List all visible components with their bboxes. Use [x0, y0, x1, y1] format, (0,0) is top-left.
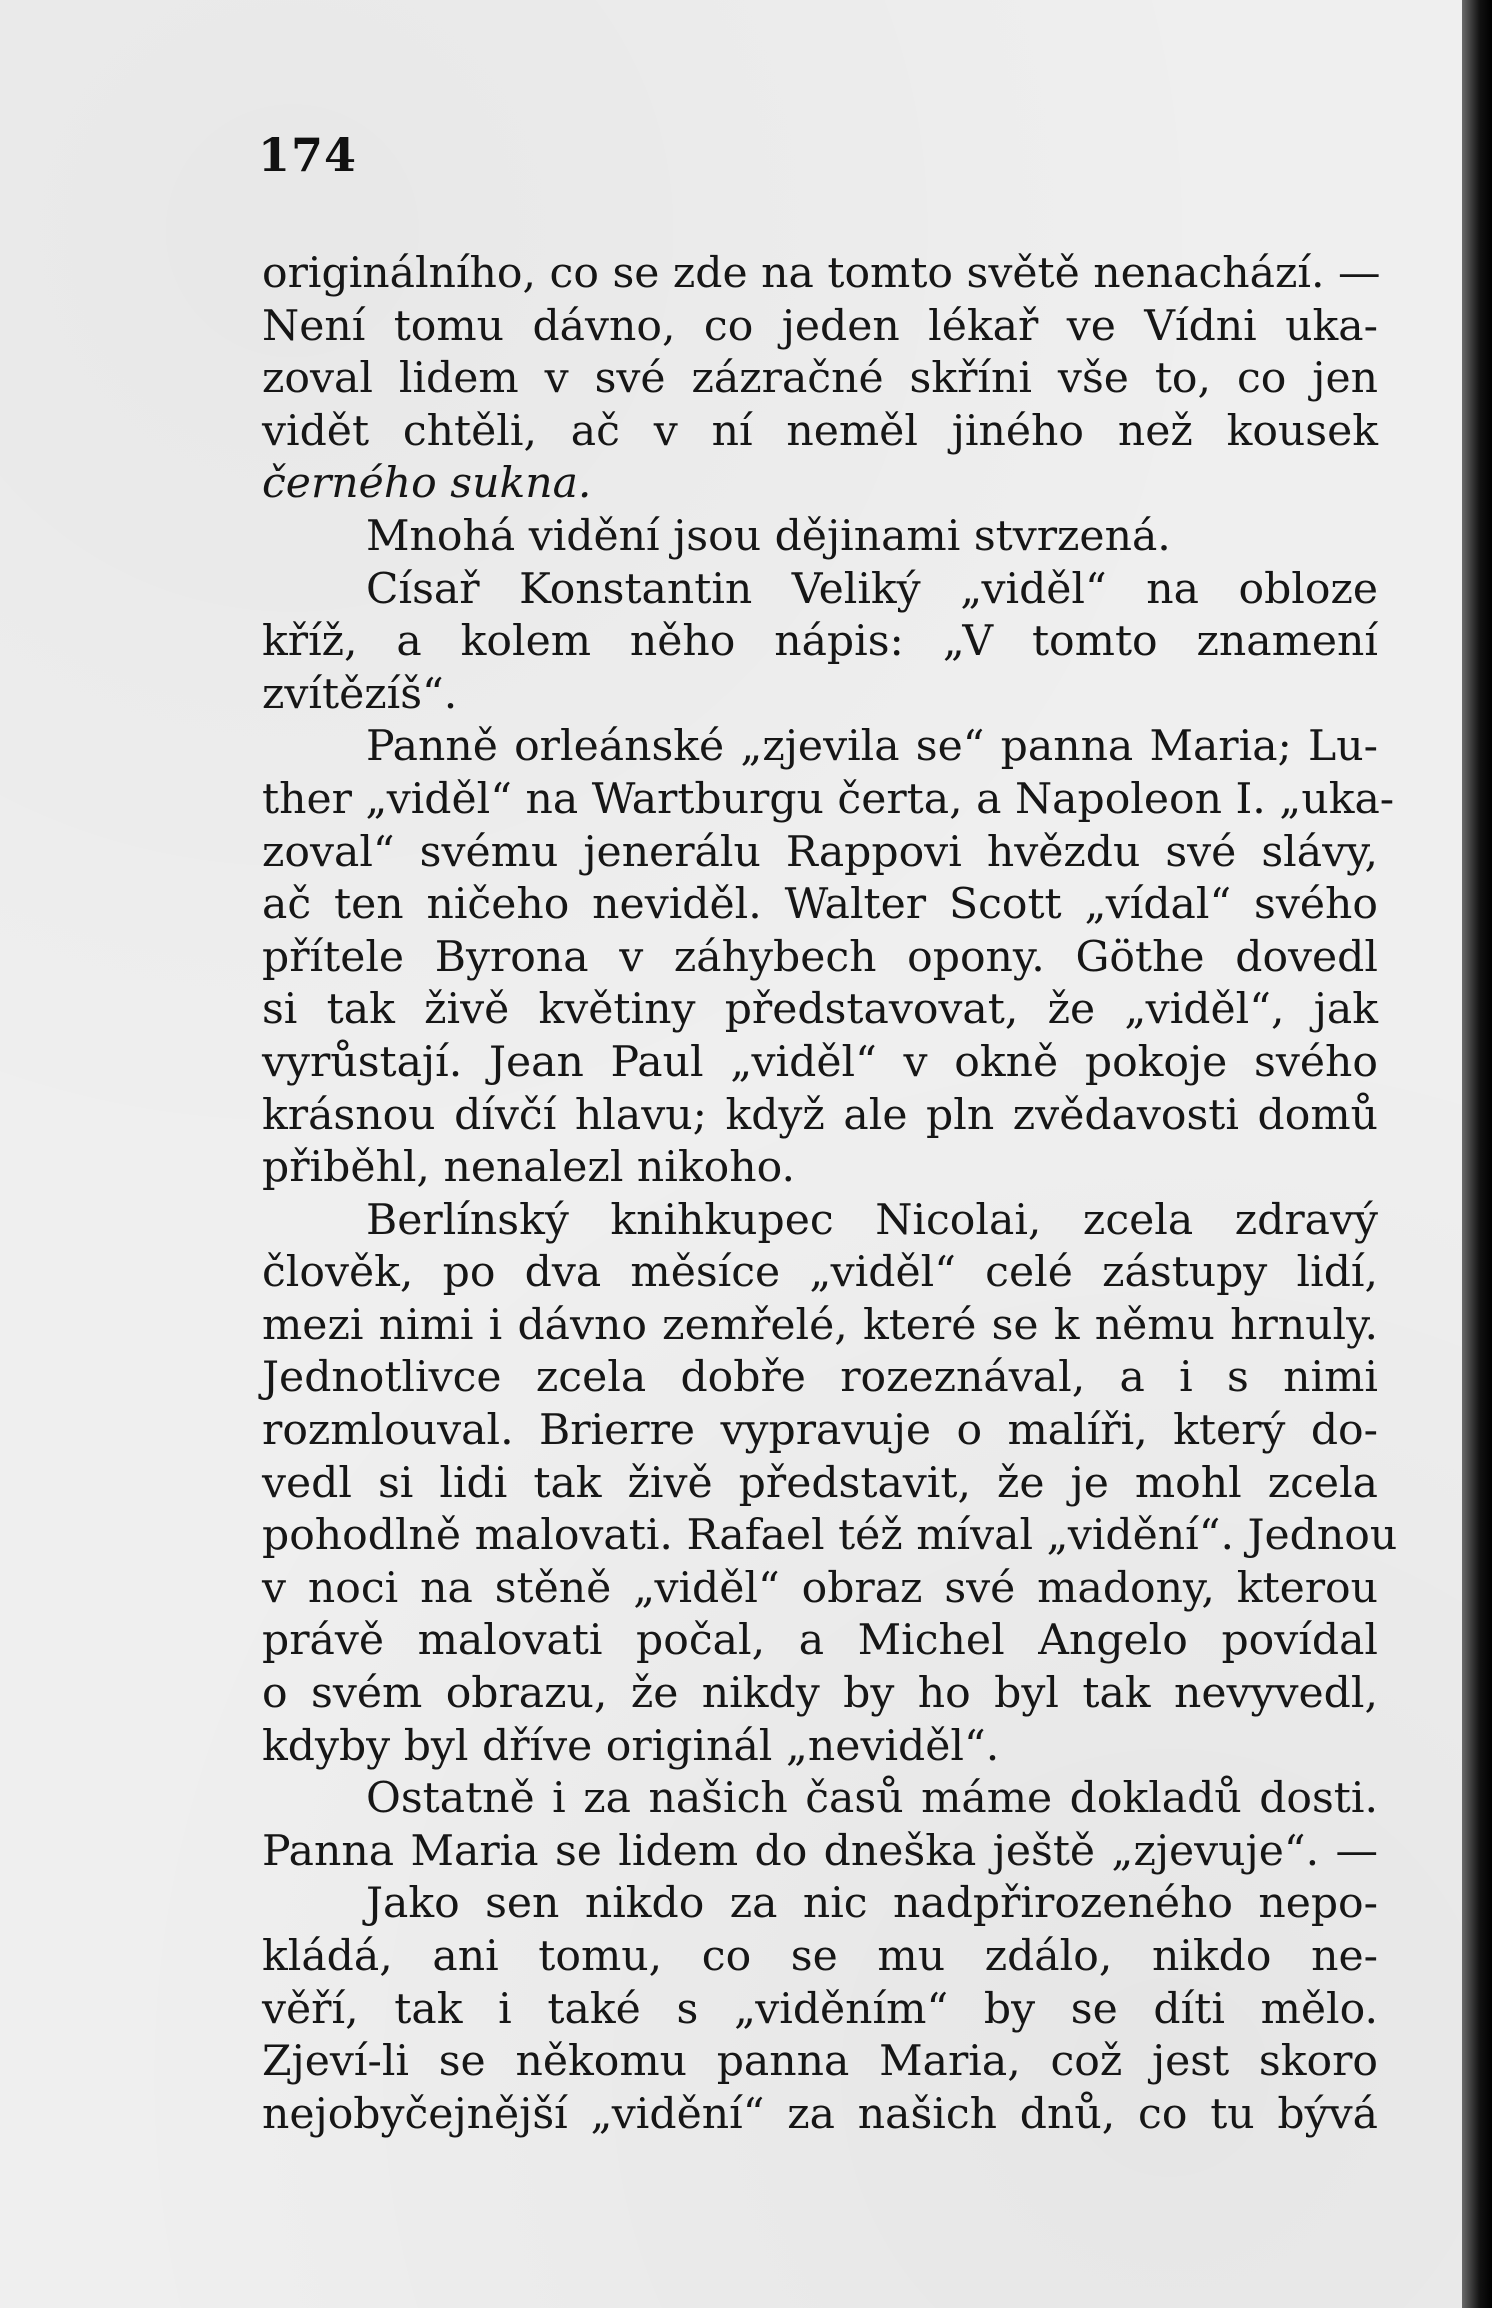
page-edge-shadow	[1462, 0, 1492, 2308]
text-line: zvítězíš“.	[262, 669, 458, 719]
text-line: rozmlouval. Brierre vypravuje o malíři, který do-	[262, 1406, 1378, 1456]
text-line: pohodlně malovati. Rafael též míval „vidění“. Jednou	[262, 1511, 1398, 1561]
text-line: o svém obrazu, že nikdy by ho byl tak nevyvedl,	[262, 1669, 1378, 1719]
text-line: ač ten ničeho neviděl. Walter Scott „vídal“ svého	[262, 880, 1378, 930]
text-line: Panna Maria se lidem do dneška ještě „zjevuje“. —	[262, 1826, 1378, 1876]
text-line: věří, tak i také s „viděním“ by se díti mělo.	[262, 1984, 1378, 2034]
text-line: originálního, co se zde na tomto světě nenachází. —	[262, 249, 1381, 298]
text-line: člověk, po dva měsíce „viděl“ celé zástupy lidí,	[262, 1248, 1378, 1298]
text-line: právě malovati počal, a Michel Angelo povídal	[262, 1616, 1378, 1666]
text-line: vyrůstají. Jean Paul „viděl“ v okně pokoje svého	[262, 1037, 1378, 1087]
text-line: Není tomu dávno, co jeden lékař ve Vídni uka-	[262, 301, 1378, 351]
text-line: zoval“ svému jenerálu Rappovi hvězdu své slávy,	[262, 827, 1378, 877]
text-line: Jednotlivce zcela dobře rozeznával, a i s nimi	[262, 1353, 1378, 1403]
text-line: Císař Konstantin Veliký „viděl“ na obloze	[366, 564, 1378, 614]
text-line: v noci na stěně „viděl“ obraz své madony, kterou	[262, 1563, 1378, 1613]
text-line: zoval lidem v své zázračné skříni vše to, co jen	[262, 354, 1378, 404]
text-line: černého sukna.	[262, 459, 592, 509]
text-line: Mnohá vidění jsou dějinami stvrzená.	[366, 511, 1171, 561]
text-line: kříž, a kolem něho nápis: „V tomto znamení	[262, 617, 1378, 667]
text-line: Ostatně i za našich časů máme dokladů dosti.	[366, 1774, 1378, 1824]
text-line: si tak živě květiny představovat, že „viděl“, jak	[262, 985, 1378, 1035]
text-line: přítele Byrona v záhybech opony. Göthe dovedl	[262, 932, 1378, 982]
text-line: Jako sen nikdo za nic nadpřirozeného nepo-	[366, 1879, 1378, 1929]
text-line: kdyby byl dříve originál „neviděl“.	[262, 1721, 1000, 1771]
text-line: Panně orleánské „zjevila se“ panna Maria; Lu-	[366, 722, 1378, 772]
page-number: 174	[258, 128, 358, 182]
text-line: vedl si lidi tak živě představit, že je mohl zcela	[262, 1458, 1378, 1508]
text-line: ther „viděl“ na Wartburgu čerta, a Napoleon I. „uka-	[262, 774, 1395, 824]
text-line: přiběhl, nenalezl nikoho.	[262, 1143, 795, 1193]
text-line: mezi nimi i dávno zemřelé, které se k němu hrnuly.	[262, 1300, 1378, 1350]
text-line: Berlínský knihkupec Nicolai, zcela zdravý	[366, 1195, 1378, 1245]
text-line: vidět chtěli, ač v ní neměl jiného než kousek	[262, 406, 1378, 456]
body-text	[262, 248, 1398, 2141]
text-line: Zjeví-li se někomu panna Maria, což jest skoro	[262, 2037, 1378, 2087]
text-line: kládá, ani tomu, co se mu zdálo, nikdo ne-	[262, 1932, 1378, 1981]
text-line: krásnou dívčí hlavu; když ale pln zvědavosti domů	[262, 1090, 1378, 1140]
text-line: nejobyčejnější „vidění“ za našich dnů, co tu bývá	[262, 2089, 1378, 2139]
